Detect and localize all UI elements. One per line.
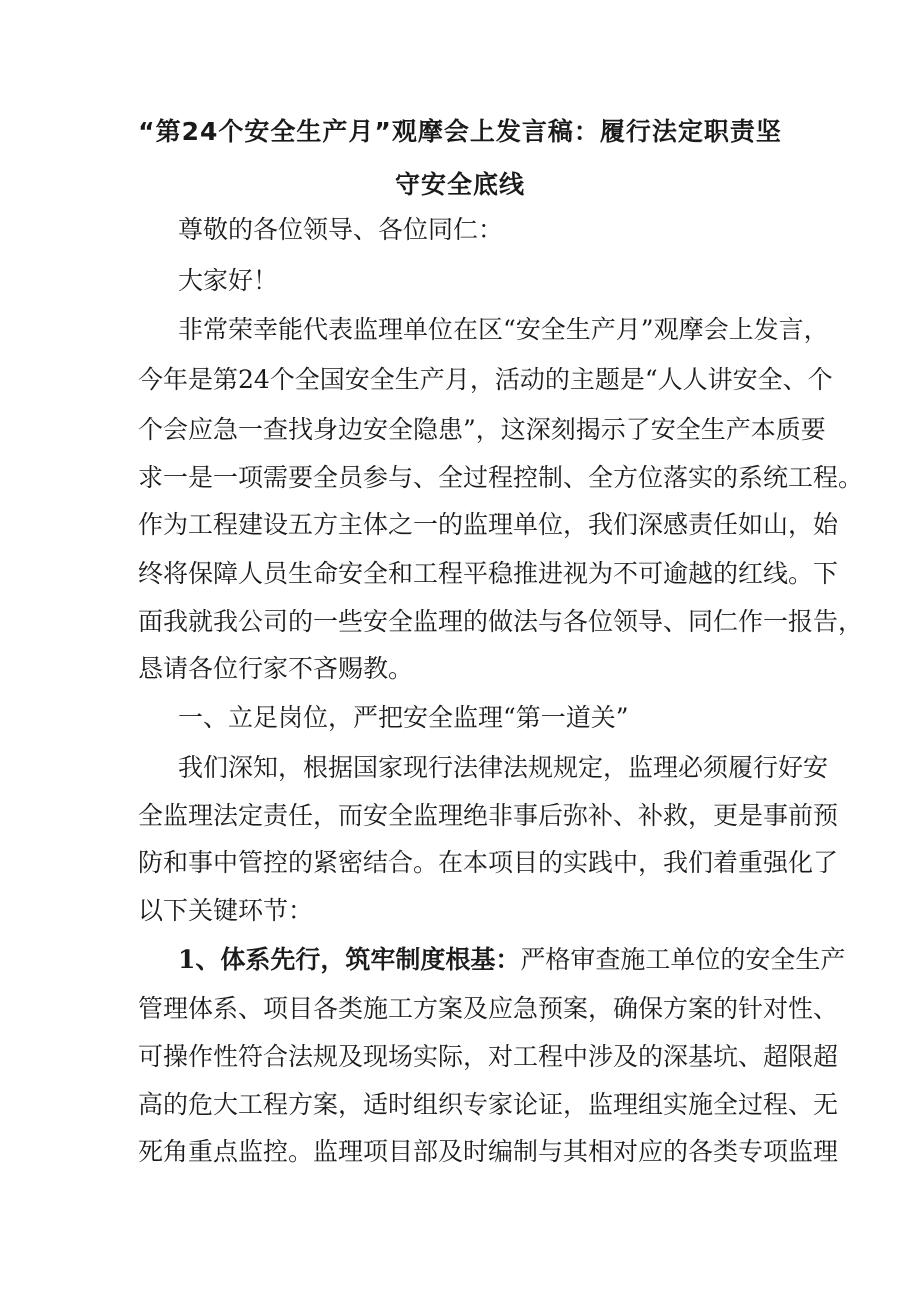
paragraph-line: 今年是第24个全国安全生产月，活动的主题是“人人讲安全、个 <box>138 365 833 394</box>
paragraph-line: 死角重点监控。监理项目部及时编制与其相对应的各类专项监理 <box>138 1137 839 1166</box>
paragraph-line: 可操作性符合法规及现场实际，对工程中涉及的深基坑、超限超 <box>138 1042 839 1071</box>
document-title-line-2: 守安全底线 <box>394 170 525 199</box>
greeting: 大家好！ <box>178 266 279 295</box>
list-item-label: 1、体系先行，筑牢制度根基： <box>178 945 521 974</box>
paragraph-line: 管理体系、项目各类施工方案及应急预案，确保方案的针对性、 <box>138 994 839 1023</box>
paragraph-line: 求一是一项需要全员参与、全过程控制、全方位落实的系统工程。 <box>138 463 864 492</box>
paragraph-line: 防和事中管控的紧密结合。在本项目的实践中，我们着重强化了 <box>138 848 839 877</box>
paragraph-line: 个会应急一查找身边安全隐患”，这深刻揭示了安全生产本质要 <box>138 415 826 444</box>
section-heading: 一、立足岗位，严把安全监理“第一道关” <box>178 703 629 732</box>
paragraph-line: 终将保障人员生命安全和工程平稳推进视为不可逾越的红线。下 <box>138 559 839 588</box>
list-item-first-line <box>178 942 845 978</box>
paragraph-line: 面我就我公司的一些安全监理的做法与各位领导、同仁作一报告， <box>138 607 864 636</box>
paragraph-line: 全监理法定责任，而安全监理绝非事后弥补、补救，更是事前预 <box>138 801 839 830</box>
paragraph-line: 我们深知，根据国家现行法律法规规定，监理必须履行好安 <box>178 753 829 782</box>
paragraph-line: 非常荣幸能代表监理单位在区“安全生产月”观摩会上发言， <box>178 315 829 344</box>
list-item-text: 严格审查施工单位的安全生产 <box>520 945 846 974</box>
paragraph-line: 作为工程建设五方主体之一的监理单位，我们深感责任如山，始 <box>138 510 839 539</box>
salutation: 尊敬的各位领导、各位同仁： <box>178 215 504 244</box>
paragraph-line: 高的危大工程方案，适时组织专家论证，监理组实施全过程、无 <box>138 1090 839 1119</box>
document-title-line-1: “第24个安全生产月”观摩会上发言稿：履行法定职责坚 <box>138 117 782 146</box>
paragraph-line: 恳请各位行家不吝赐教。 <box>138 654 414 683</box>
paragraph-line: 以下关键环节： <box>138 896 314 925</box>
